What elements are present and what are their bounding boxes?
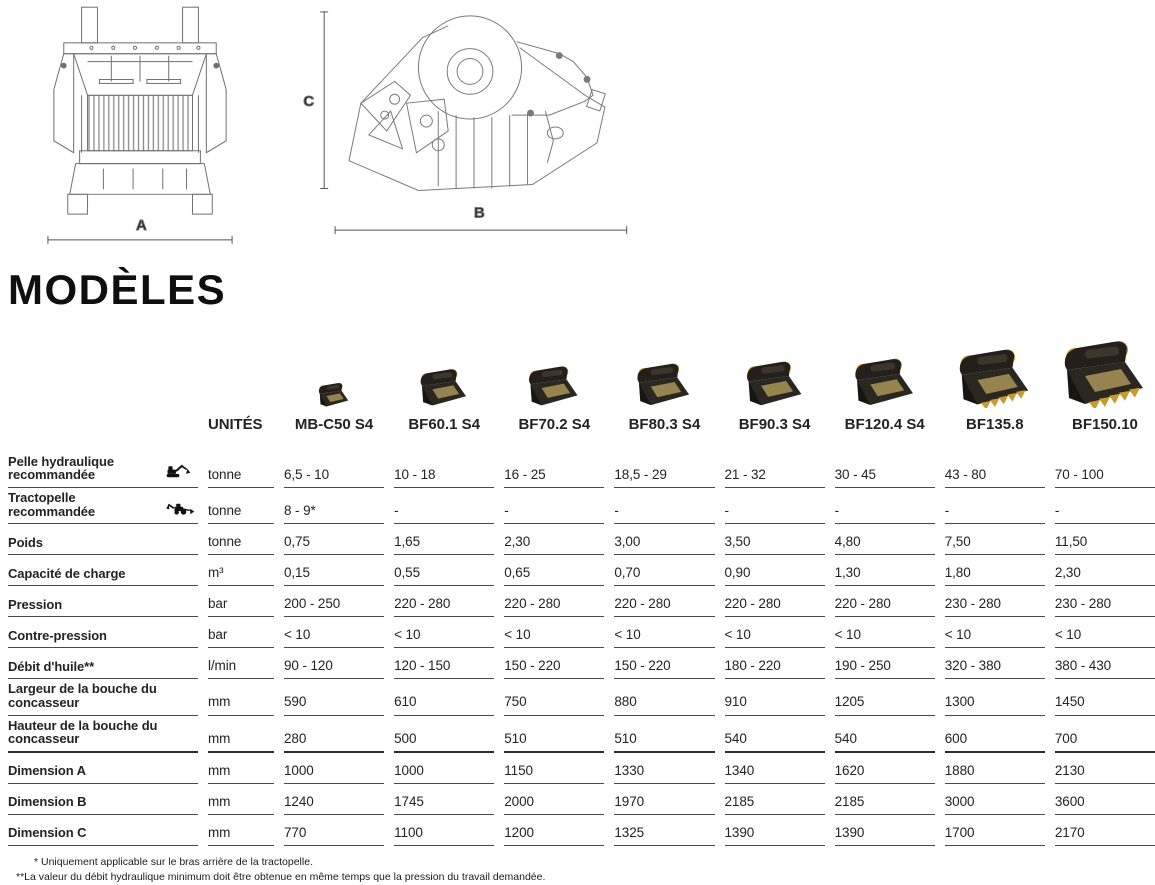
bucket-icon	[315, 381, 353, 408]
value-cell: 540	[725, 716, 825, 753]
product-image	[1055, 320, 1155, 412]
value-cell: 120 - 150	[394, 648, 494, 679]
value-cell: 2170	[1055, 815, 1155, 846]
row-label-text: Dimension A	[8, 763, 86, 779]
value-cell: 1150	[504, 753, 604, 784]
row-label	[8, 443, 198, 488]
value-cell: < 10	[504, 617, 604, 648]
unit-cell: m³	[208, 555, 274, 586]
value-cell: 1100	[394, 815, 494, 846]
value-cell: 90 - 120	[284, 648, 384, 679]
image-row-spacer	[208, 320, 274, 412]
value-cell: 1340	[725, 753, 825, 784]
value-cell: 600	[945, 716, 1045, 753]
value-cell: 0,75	[284, 524, 384, 555]
unit-cell: bar	[208, 586, 274, 617]
value-cell: 18,5 - 29	[614, 443, 714, 488]
row-label-text: Pression	[8, 596, 63, 612]
row-label	[8, 488, 198, 524]
value-cell: < 10	[394, 617, 494, 648]
value-cell: 610	[394, 679, 494, 715]
row-label-text: Largeur de la bouche du concasseur	[8, 681, 157, 710]
value-cell: 510	[614, 716, 714, 753]
dimension-a-label: A	[136, 217, 147, 234]
bucket-icon	[740, 358, 810, 408]
value-cell: 1240	[284, 784, 384, 815]
value-cell: 540	[835, 716, 935, 753]
value-cell: 220 - 280	[725, 586, 825, 617]
value-cell: 750	[504, 679, 604, 715]
value-cell: 21 - 32	[725, 443, 825, 488]
value-cell: -	[945, 488, 1045, 524]
bucket-icon	[848, 355, 922, 408]
value-cell: 1745	[394, 784, 494, 815]
value-cell: 0,70	[614, 555, 714, 586]
unit-cell: mm	[208, 679, 274, 715]
model-header: BF150.10	[1072, 415, 1138, 433]
value-cell: 0,55	[394, 555, 494, 586]
product-image	[725, 320, 825, 412]
model-header: BF90.3 S4	[738, 415, 811, 433]
unit-cell: mm	[208, 753, 274, 784]
model-header: BF80.3 S4	[628, 415, 701, 433]
value-cell: 70 - 100	[1055, 443, 1155, 488]
product-image	[394, 320, 494, 412]
value-cell: 230 - 280	[945, 586, 1045, 617]
value-cell: 280	[284, 716, 384, 753]
dimension-b-label: B	[473, 205, 485, 222]
bucket-icon	[951, 345, 1039, 408]
value-cell: 8 - 9*	[284, 488, 384, 524]
value-cell: -	[835, 488, 935, 524]
value-cell: 4,80	[835, 524, 935, 555]
row-label-text: Capacité de charge	[8, 565, 126, 581]
value-cell: 1000	[284, 753, 384, 784]
value-cell: 180 - 220	[725, 648, 825, 679]
bucket-icon	[523, 363, 585, 408]
value-cell: 1000	[394, 753, 494, 784]
value-cell: 2185	[725, 784, 825, 815]
value-cell: 10 - 18	[394, 443, 494, 488]
value-cell: -	[725, 488, 825, 524]
value-cell: 220 - 280	[504, 586, 604, 617]
value-cell: 2,30	[504, 524, 604, 555]
row-label	[8, 815, 198, 846]
value-cell: 43 - 80	[945, 443, 1045, 488]
row-label-text: Tractopelle recommandée	[8, 490, 96, 519]
value-cell: 500	[394, 716, 494, 753]
value-cell: 1325	[614, 815, 714, 846]
value-cell: 880	[614, 679, 714, 715]
value-cell: < 10	[614, 617, 714, 648]
product-image	[504, 320, 604, 412]
footnotes	[8, 855, 1155, 885]
value-cell: 1970	[614, 784, 714, 815]
value-cell: 590	[284, 679, 384, 715]
unit-cell: mm	[208, 815, 274, 846]
row-label	[8, 617, 198, 648]
value-cell: -	[504, 488, 604, 524]
value-cell: 1620	[835, 753, 935, 784]
value-cell: 230 - 280	[1055, 586, 1155, 617]
row-label	[8, 753, 198, 784]
value-cell: 910	[725, 679, 825, 715]
value-cell: < 10	[835, 617, 935, 648]
model-header: BF120.4 S4	[844, 415, 925, 433]
value-cell: 6,5 - 10	[284, 443, 384, 488]
footnote-2: **La valeur du débit hydraulique minimum doit être obtenue en même temps que la pression du travail demandée.	[16, 871, 546, 884]
value-cell: 190 - 250	[835, 648, 935, 679]
unit-cell: tonne	[208, 524, 274, 555]
value-cell: 2130	[1055, 753, 1155, 784]
row-label-text: Contre-pression	[8, 627, 107, 643]
value-cell: 1330	[614, 753, 714, 784]
row-label	[8, 784, 198, 815]
unit-cell: mm	[208, 784, 274, 815]
value-cell: 3,50	[725, 524, 825, 555]
value-cell: 16 - 25	[504, 443, 604, 488]
row-label	[8, 716, 198, 753]
value-cell: < 10	[1055, 617, 1155, 648]
value-cell: 0,65	[504, 555, 604, 586]
footnote-1: * Uniquement applicable sur le bras arrière de la tractopelle.	[34, 855, 313, 868]
value-cell: 200 - 250	[284, 586, 384, 617]
value-cell: 1390	[835, 815, 935, 846]
value-cell: 30 - 45	[835, 443, 935, 488]
model-header: BF70.2 S4	[518, 415, 591, 433]
value-cell: -	[1055, 488, 1155, 524]
row-label-text: Pelle hydraulique recommandée	[8, 453, 114, 483]
value-cell: 1200	[504, 815, 604, 846]
value-cell: 3000	[945, 784, 1045, 815]
bucket-icon	[1055, 336, 1155, 408]
page-title: MODÈLES	[8, 266, 227, 313]
unit-cell: bar	[208, 617, 274, 648]
value-cell: 1,80	[945, 555, 1045, 586]
model-header: MB-C50 S4	[294, 415, 374, 433]
model-header: BF135.8	[966, 415, 1024, 433]
image-row-spacer	[8, 320, 198, 412]
row-label	[8, 679, 198, 715]
excavator-icon	[165, 462, 192, 479]
value-cell: 220 - 280	[614, 586, 714, 617]
row-label-text: Dimension C	[8, 825, 87, 841]
value-cell: 700	[1055, 716, 1155, 753]
value-cell: 3,00	[614, 524, 714, 555]
header-spacer	[8, 412, 198, 443]
product-image	[614, 320, 714, 412]
value-cell: 320 - 380	[945, 648, 1045, 679]
model-header: BF60.1 S4	[408, 415, 481, 433]
value-cell: 150 - 220	[614, 648, 714, 679]
value-cell: 220 - 280	[835, 586, 935, 617]
units-header: UNITÉS	[208, 415, 263, 433]
row-label-text: Débit d'huile**	[8, 658, 95, 674]
unit-cell: tonne	[208, 443, 274, 488]
dimension-c-label: C	[303, 94, 315, 111]
unit-cell: tonne	[208, 488, 274, 524]
value-cell: 0,90	[725, 555, 825, 586]
value-cell: 150 - 220	[504, 648, 604, 679]
value-cell: 220 - 280	[394, 586, 494, 617]
value-cell: 1,65	[394, 524, 494, 555]
value-cell: 1700	[945, 815, 1045, 846]
row-label	[8, 555, 198, 586]
product-image	[945, 320, 1045, 412]
value-cell: < 10	[284, 617, 384, 648]
value-cell: -	[614, 488, 714, 524]
value-cell: 2000	[504, 784, 604, 815]
bucket-icon	[415, 366, 473, 408]
value-cell: 0,15	[284, 555, 384, 586]
value-cell: 510	[504, 716, 604, 753]
row-label	[8, 648, 198, 679]
row-label-text: Poids	[8, 534, 43, 550]
crusher-side-view-drawing	[298, 4, 643, 248]
row-label	[8, 524, 198, 555]
backhoe-icon	[165, 501, 196, 516]
value-cell: 1,30	[835, 555, 935, 586]
value-cell: 1880	[945, 753, 1045, 784]
bucket-icon	[631, 360, 697, 408]
value-cell: -	[394, 488, 494, 524]
value-cell: 1205	[835, 679, 935, 715]
product-image	[835, 320, 935, 412]
value-cell: 7,50	[945, 524, 1045, 555]
value-cell: 1390	[725, 815, 825, 846]
spec-table	[8, 320, 1155, 846]
value-cell: 770	[284, 815, 384, 846]
value-cell: 11,50	[1055, 524, 1155, 555]
value-cell: 2,30	[1055, 555, 1155, 586]
row-label-text: Hauteur de la bouche du concasseur	[8, 717, 158, 747]
value-cell: 2185	[835, 784, 935, 815]
row-label-text: Dimension B	[8, 794, 87, 810]
unit-cell: l/min	[208, 648, 274, 679]
value-cell: < 10	[945, 617, 1045, 648]
value-cell: 380 - 430	[1055, 648, 1155, 679]
value-cell: 1450	[1055, 679, 1155, 715]
product-image	[284, 320, 384, 412]
technical-drawings	[0, 0, 1155, 252]
value-cell: 3600	[1055, 784, 1155, 815]
row-label	[8, 586, 198, 617]
value-cell: < 10	[725, 617, 825, 648]
value-cell: 1300	[945, 679, 1045, 715]
crusher-front-view-drawing	[42, 4, 240, 248]
unit-cell: mm	[208, 716, 274, 753]
